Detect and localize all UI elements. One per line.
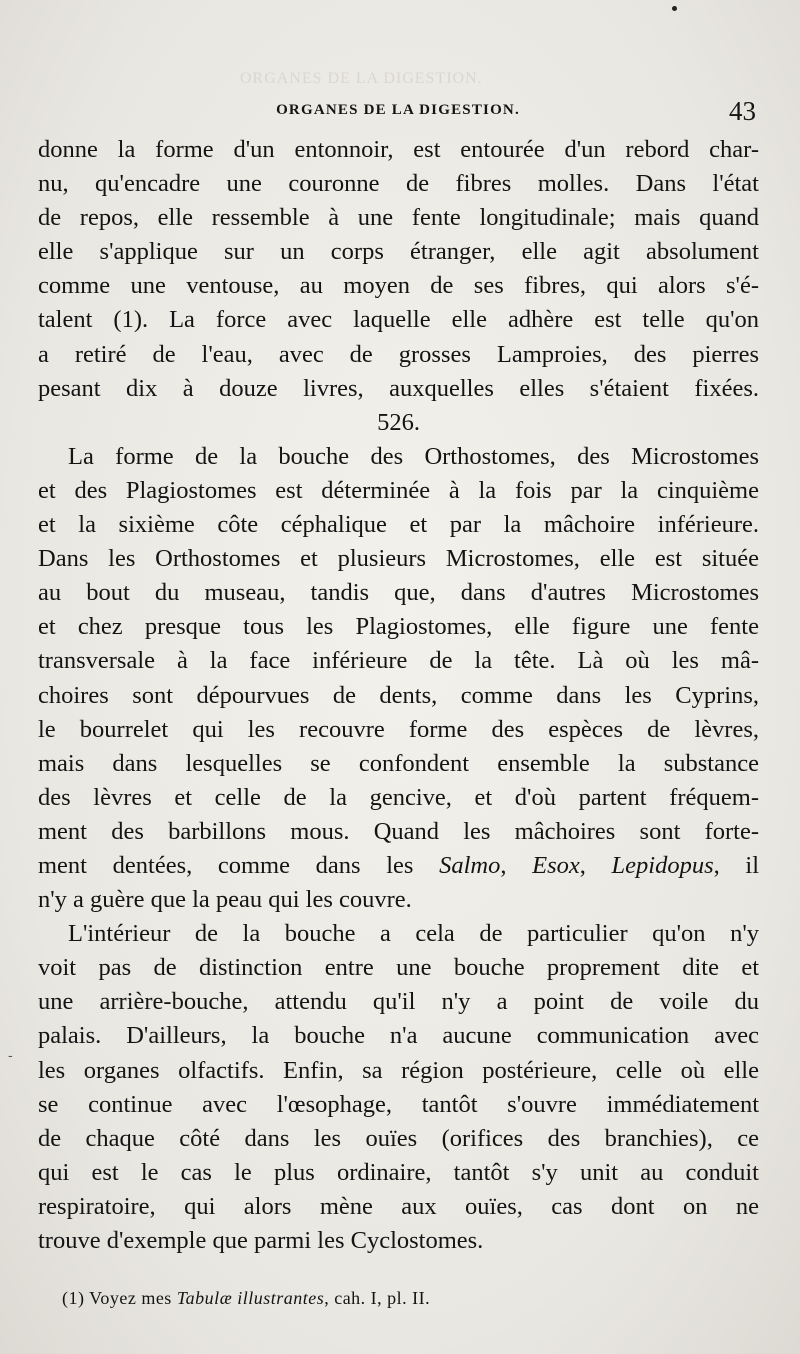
genus-name: Esox [532,851,580,879]
paragraph-2 [38,440,759,917]
text-line: La forme de la bouche des Orthostomes, des Microstomes [68,442,759,470]
text-line: et des Plagiostomes est déterminée à la fois par la cinquième [38,476,759,504]
text-line: et chez presque tous les Plagiostomes, elle figure une fente [38,613,759,641]
text-line: transversale à la face inférieure de la tête. Là où les mâ- [38,647,759,675]
text-line: L'intérieur de la bouche a cela de particulier qu'on n'y [68,920,759,948]
running-head: ORGANES DE LA DIGESTION. [276,102,520,118]
text-fragment: , il [713,851,759,879]
genus-name: Salmo [439,851,501,879]
text-line: pesant dix à douze livres, auxquelles elles s'étaient fixées. [38,374,759,402]
text-line: comme une ventouse, au moyen de ses fibres, qui alors s'é- [38,272,759,300]
body-text [38,133,759,1258]
text-line: de repos, elle ressemble à une fente longitudinale; mais quand [38,204,759,232]
paragraph-1 [38,133,759,406]
text-line: les organes olfactifs. Enfin, sa région postérieure, celle où elle [38,1056,759,1084]
footnote-text: , cah. I, pl. II. [324,1288,431,1308]
text-line: nu, qu'encadre une couronne de fibres molles. Dans l'état [38,170,759,198]
margin-mark: - [8,1048,13,1064]
text-line: trouve d'exemple que parmi les Cyclostomes. [38,1227,484,1254]
text-line: qui est le cas le plus ordinaire, tantôt s'y unit au conduit [38,1158,759,1186]
text-line: donne la forme d'un entonnoir, est entourée d'un rebord char- [38,136,759,163]
text-line: Dans les Orthostomes et plusieurs Microstomes, elle est située [38,545,759,573]
footnote [62,1288,762,1309]
text-line: et la sixième côte céphalique et par la mâchoire inférieure. [38,511,759,539]
text-line: une arrière-bouche, attendu qu'il n'y a point de voile du [38,988,759,1016]
genus-name: Lepidopus [611,851,714,879]
footnote-work-title: Tabulæ illustrantes [176,1288,325,1308]
page-number: 43 [729,96,756,126]
text-fragment: , [500,851,533,879]
text-line: palais. D'ailleurs, la bouche n'a aucune communication avec [38,1022,759,1050]
text-line: voit pas de distinction entre une bouche proprement dite et [38,954,759,982]
ink-dot [672,6,677,11]
text-line: n'y a guère que la peau qui les couvre. [38,886,412,914]
section-number: 526. [377,408,420,436]
text-line: au bout du museau, tandis que, dans d'autres Microstomes [38,579,759,607]
text-line: des lèvres et celle de la gencive, et d'où partent fréquem- [38,783,759,811]
text-line: mais dans lesquelles se confondent ensemble la substance [38,749,759,777]
bleed-through-text: ORGANES DE LA DIGESTION. [240,70,483,87]
text-line: choires sont dépourvues de dents, comme dans les Cyprins, [38,681,759,709]
text-fragment: , [579,851,612,879]
text-line: ment des barbillons mous. Quand les mâchoires sont forte- [38,817,759,845]
text-line: a retiré de l'eau, avec de grosses Lamproies, des pierres [38,340,759,368]
text-fragment: ment dentées, comme dans les [38,851,440,879]
text-line: talent (1). La force avec laquelle elle adhère est telle qu'on [38,306,759,334]
text-line: elle s'applique sur un corps étranger, elle agit absolument [38,238,759,266]
text-line: de chaque côté dans les ouïes (orifices des branchies), ce [38,1124,759,1152]
text-line-with-genera [38,849,759,883]
paragraph-3 [38,917,759,1258]
text-line: se continue avec l'œsophage, tantôt s'ouvre immédiatement [38,1090,759,1118]
text-line: respiratoire, qui alors mène aux ouïes, cas dont on ne [38,1192,759,1220]
footnote-text: (1) Voyez mes [62,1288,177,1308]
text-line: le bourrelet qui les recouvre forme des espèces de lèvres, [38,715,759,743]
page-header [36,96,760,130]
